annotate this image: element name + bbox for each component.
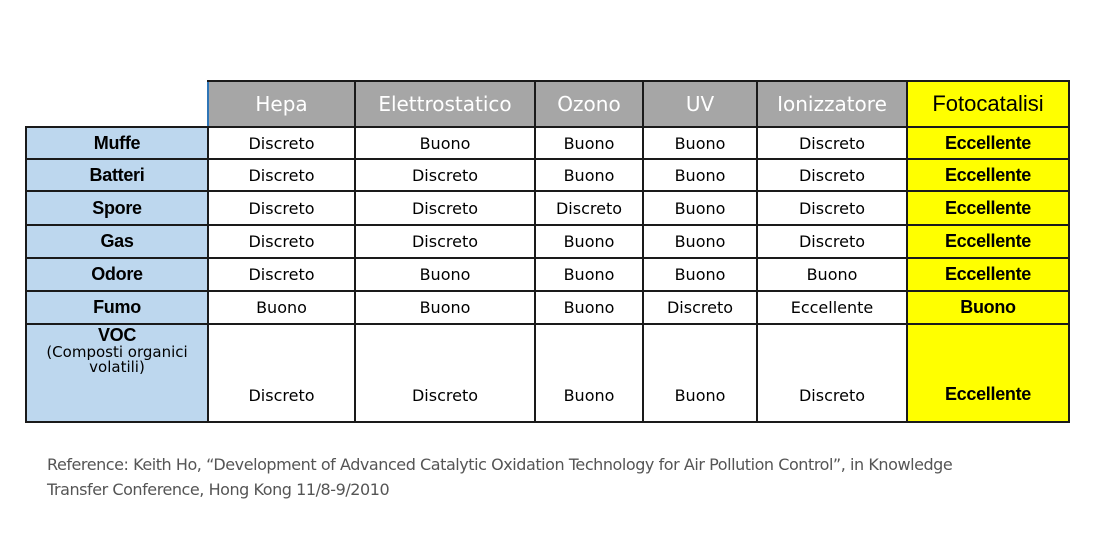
table-cell: Buono (643, 258, 757, 291)
table-cell: Discreto (208, 258, 355, 291)
table-cell: Discreto (208, 127, 355, 159)
table-header-row (26, 81, 1069, 127)
row-label-muffe: Muffe (26, 127, 208, 159)
row-label-batteri: Batteri (26, 159, 208, 191)
table-cell: Discreto (757, 225, 907, 258)
row-label-voc-subtitle-2: volatili) (89, 358, 145, 376)
table-row-fumo (26, 291, 1069, 324)
table-cell: Buono (643, 225, 757, 258)
table-cell: Discreto (208, 324, 355, 422)
row-label-spore: Spore (26, 191, 208, 225)
table-cell: Buono (355, 127, 535, 159)
table-cell: Buono (355, 258, 535, 291)
table-cell-highlight: Eccellente (907, 191, 1069, 225)
row-label-fumo: Fumo (26, 291, 208, 324)
column-header-uv: UV (643, 81, 757, 127)
table-row-gas (26, 225, 1069, 258)
table-cell: Buono (643, 127, 757, 159)
row-label-voc-title: VOC (97, 325, 137, 345)
column-header-ozono: Ozono (535, 81, 643, 127)
column-header-hepa: Hepa (208, 81, 355, 127)
table-cell: Discreto (757, 324, 907, 422)
table-cell-highlight: Eccellente (907, 258, 1069, 291)
table-row-batteri (26, 159, 1069, 191)
table-cell: Buono (757, 258, 907, 291)
reference-line-1: Reference: Keith Ho, “Development of Advanced Catalytic Oxidation Technology for Air Pollution Control”, in Knowledge (47, 455, 953, 474)
table-cell: Buono (643, 324, 757, 422)
column-header-fotocatalisi: Fotocatalisi (907, 81, 1069, 127)
row-label-odore: Odore (26, 258, 208, 291)
table-cell: Buono (208, 291, 355, 324)
table-cell: Buono (355, 291, 535, 324)
table-cell: Buono (535, 258, 643, 291)
table-cell-highlight: Buono (907, 291, 1069, 324)
table-cell: Buono (535, 127, 643, 159)
table-corner (26, 81, 208, 127)
row-label-voc-subtitle-1: (Composti organici (46, 343, 188, 361)
table-cell: Discreto (757, 191, 907, 225)
table-cell: Eccellente (757, 291, 907, 324)
reference-line-2: Transfer Conference, Hong Kong 11/8-9/2010 (47, 480, 390, 499)
row-label-voc (26, 324, 208, 422)
table-cell: Discreto (355, 324, 535, 422)
table-cell: Discreto (355, 159, 535, 191)
table-cell: Discreto (355, 191, 535, 225)
row-label-gas: Gas (26, 225, 208, 258)
column-header-ionizzatore: Ionizzatore (757, 81, 907, 127)
table-cell: Discreto (355, 225, 535, 258)
table-cell: Buono (643, 159, 757, 191)
table-row-odore (26, 258, 1069, 291)
table-cell-highlight: Eccellente (907, 225, 1069, 258)
table-cell: Buono (535, 159, 643, 191)
column-header-elettrostatico: Elettrostatico (355, 81, 535, 127)
table-cell: Buono (535, 324, 643, 422)
table-cell: Buono (535, 225, 643, 258)
table-cell: Discreto (208, 225, 355, 258)
table-cell: Discreto (757, 127, 907, 159)
table-cell-highlight: Eccellente (907, 324, 1069, 422)
table-cell-highlight: Eccellente (907, 127, 1069, 159)
table-cell: Discreto (757, 159, 907, 191)
table-row-muffe (26, 127, 1069, 159)
table-row-spore (26, 191, 1069, 225)
table-cell: Buono (535, 291, 643, 324)
table-cell: Discreto (643, 291, 757, 324)
table-row-voc (26, 324, 1069, 422)
table-cell: Discreto (535, 191, 643, 225)
table-cell: Buono (643, 191, 757, 225)
reference-note (47, 452, 1057, 502)
table-cell: Discreto (208, 159, 355, 191)
table-cell-highlight: Eccellente (907, 159, 1069, 191)
table-cell: Discreto (208, 191, 355, 225)
comparison-table (25, 80, 1070, 423)
